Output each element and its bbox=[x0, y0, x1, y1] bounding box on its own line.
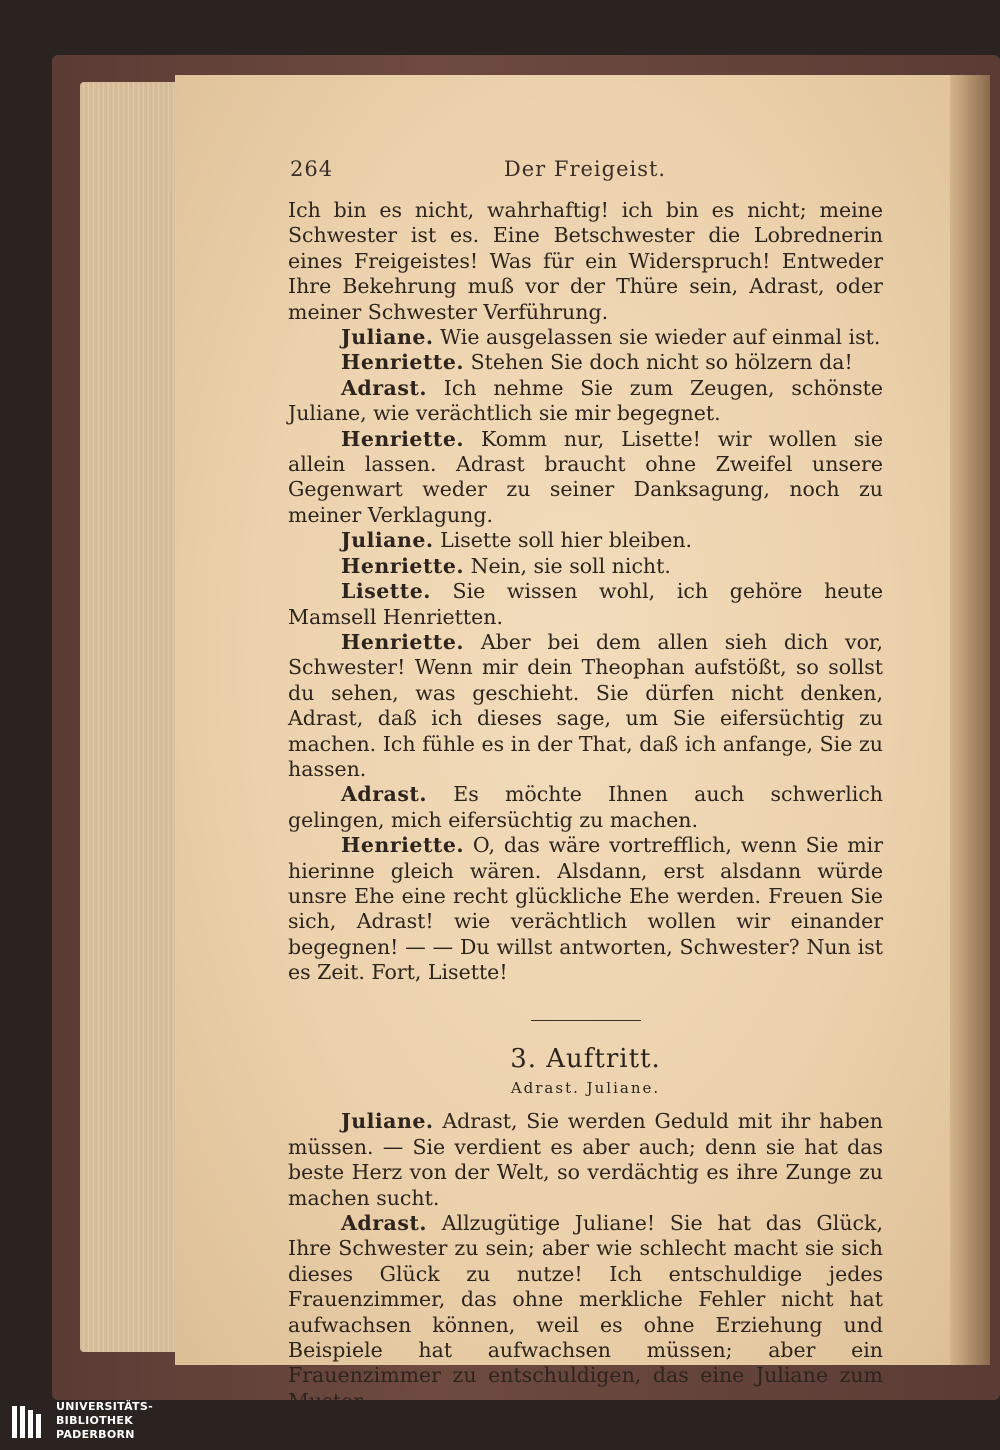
paragraph bbox=[288, 350, 883, 375]
paragraph bbox=[288, 579, 883, 630]
paragraph-text: Ich bin es nicht, wahrhaftig! ich bin es nicht; meine Schwester ist es. Eine Betschwester die Lobrednerin eines Freigeistes! Was für ein Widerspruch! Entweder Ihre Bekehrung muß vor der Thüre sein, Adrast, oder meiner Schwester Verführung. bbox=[288, 198, 883, 324]
paragraph bbox=[288, 630, 883, 782]
library-logo bbox=[8, 1398, 168, 1446]
logo-line: PADERBORN bbox=[56, 1428, 135, 1441]
paragraph-text: Ich nehme Sie zum Zeugen, schönste Juliane, wie verächtlich sie mir begegnet. bbox=[288, 375, 883, 426]
paragraph bbox=[288, 782, 883, 833]
paragraph-text: O, das wäre vortrefflich, wenn Sie mir hierinne gleich wären. Alsdann, erst alsdann würde unsre Ehe eine recht glückliche Ehe werden. Freuen Sie sich, Adrast! wie verächtlich wollen wir einander begegnen! — — Du willst antworten, Schwester? Nun ist es Zeit. Fort, Lisette! bbox=[288, 833, 883, 985]
page-header bbox=[290, 157, 880, 187]
page-gutter bbox=[950, 75, 990, 1365]
speaker-name: Henriette. bbox=[341, 629, 465, 654]
speaker-name: Juliane. bbox=[341, 528, 434, 553]
speaker-name: Lisette. bbox=[341, 579, 431, 604]
logo-line: UNIVERSITÄTS- bbox=[56, 1400, 153, 1413]
speaker-name: Adrast. bbox=[341, 782, 427, 807]
library-logo-text bbox=[56, 1400, 153, 1442]
paragraph-text: Es möchte Ihnen auch schwerlich gelingen, mich eifersüchtig zu machen. bbox=[288, 782, 883, 832]
speaker-name: Henriette. bbox=[341, 833, 465, 858]
scene-cast: Adrast. Juliane. bbox=[510, 1079, 661, 1097]
paragraph bbox=[288, 1211, 883, 1414]
paragraph bbox=[288, 554, 883, 579]
page-number: 264 bbox=[290, 157, 334, 181]
paragraph bbox=[288, 1109, 883, 1211]
running-title: Der Freigeist. bbox=[503, 157, 667, 181]
speaker-name: Adrast. bbox=[341, 375, 427, 400]
paragraph-text: Nein, sie soll nicht. bbox=[470, 553, 671, 578]
section-divider bbox=[531, 1020, 641, 1021]
speaker-name: Henriette. bbox=[341, 350, 465, 375]
paragraph-text: Wie ausgelassen sie wieder auf einmal ist. bbox=[440, 325, 881, 350]
speaker-name: Adrast. bbox=[341, 1211, 427, 1236]
speaker-name: Henriette. bbox=[341, 553, 465, 578]
paragraph bbox=[288, 376, 883, 427]
speaker-name: Henriette. bbox=[341, 426, 465, 451]
paragraph-text: Sie wissen wohl, ich gehöre heute Mamsell Henrietten. bbox=[288, 579, 883, 629]
speaker-name: Juliane. bbox=[341, 325, 434, 350]
paragraph-text: Lisette soll hier bleiben. bbox=[440, 528, 693, 553]
paragraph-text: Allzugütige Juliane! Sie hat das Glück, Ihre Schwester zu sein; aber wie schlecht macht sie sich dieses Glück zu nutze! Ich entschuldige jedes Frauenzimmer, das ohne merkliche Fehler nicht hat aufwachsen können, weil es ohne Erziehung und Beispiele hat aufwachsen müssen; aber ein Frauenzimmer zu entschuldigen, das eine Juliane zum Muster bbox=[288, 1211, 883, 1413]
paragraph bbox=[288, 833, 883, 985]
speaker-name: Juliane. bbox=[341, 1109, 434, 1134]
paragraph-text: Adrast, Sie werden Geduld mit ihr haben müssen. — Sie verdient es aber auch; denn sie hat das beste Herz von der Welt, so verdächtig es ihre Zunge zu machen sucht. bbox=[288, 1109, 883, 1210]
text-block bbox=[288, 198, 883, 1414]
paragraph-text: Stehen Sie doch nicht so hölzern da! bbox=[470, 350, 853, 375]
page-edges bbox=[80, 82, 185, 1352]
paragraph-text: Komm nur, Lisette! wir wollen sie allein lassen. Adrast braucht ohne Zweifel unsere Gegenwart weder zu seiner Danksagung, noch zu meiner Verklagung. bbox=[288, 426, 883, 527]
library-logo-icon bbox=[8, 1402, 48, 1442]
paragraph bbox=[288, 427, 883, 529]
paragraph bbox=[288, 198, 883, 325]
logo-line: BIBLIOTHEK bbox=[56, 1414, 134, 1427]
paragraph bbox=[288, 528, 883, 553]
scene-title: 3. Auftritt. bbox=[510, 1043, 661, 1074]
paragraph-text: Aber bei dem allen sieh dich vor, Schwester! Wenn mir dein Theophan aufstößt, so sollst du sehen, was geschieht. Sie dürfen nicht denken, Adrast, daß ich dieses sage, um Sie eifersüchtig zu machen. Ich fühle es in der That, daß ich anfange, Sie zu hassen. bbox=[288, 629, 883, 781]
paragraph bbox=[288, 325, 883, 350]
